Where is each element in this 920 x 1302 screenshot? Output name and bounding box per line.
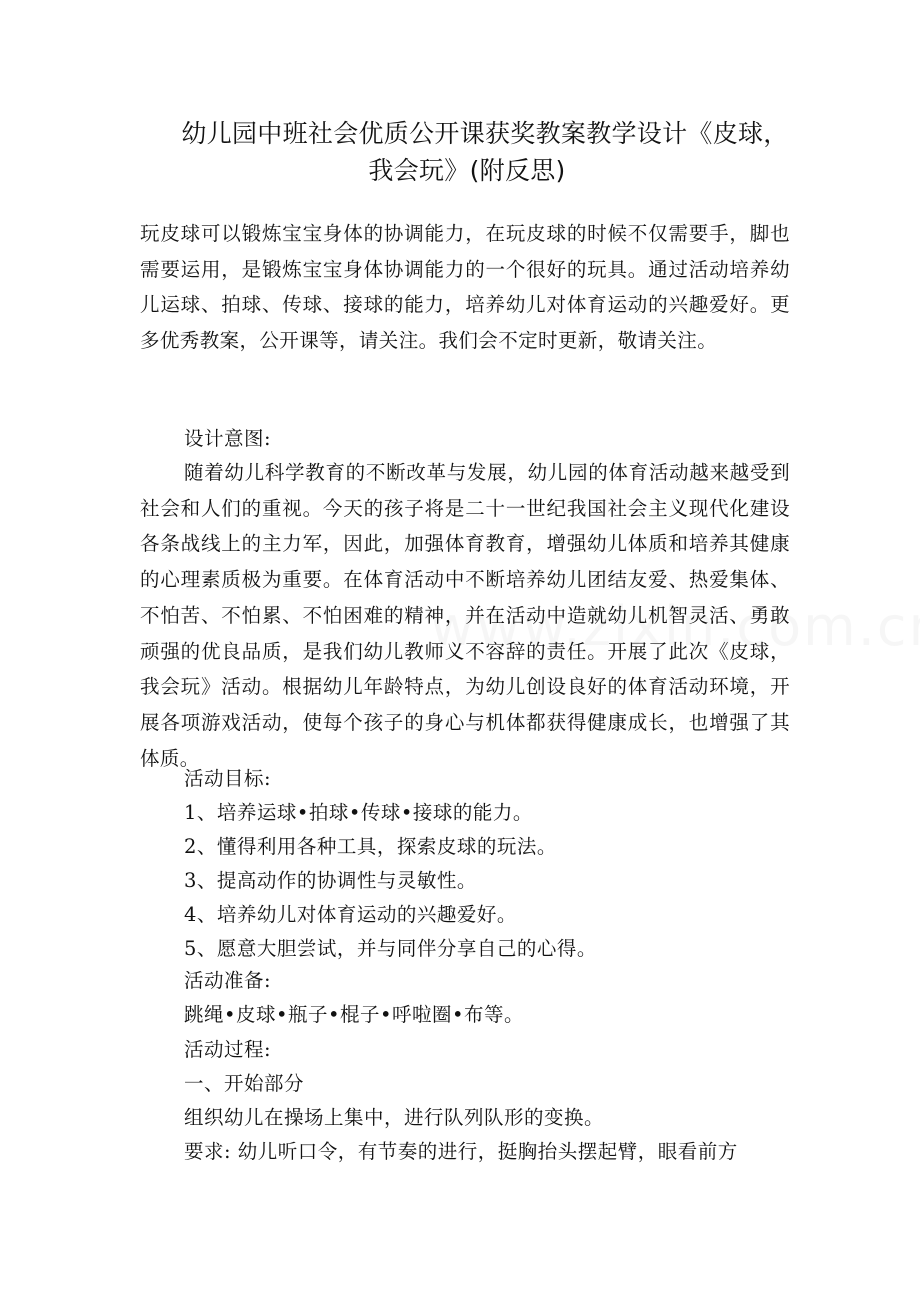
title-line-1: 幼儿园中班社会优质公开课获奖教案教学设计《皮球， (181, 119, 789, 148)
design-intent-paragraph: 随着幼儿科学教育的不断改革与发展，幼儿园的体育活动越来越受到社会和人们的重视。今天的孩子将是二十一世纪我国社会主义现代化建设各条战线上的主力军，因此，加强体育教育，增强幼儿体质和培养其健康的心理素质极为重要。在体育活动中不断培养幼儿团结友爱、热爱集体、不怕苦、不怕累、不怕困难的精神，并在活动中造就幼儿机智灵活、勇敢顽强的优良品质，是我们幼儿教师义不容辞的责任。开展了此次《皮球，我会玩》活动。根据幼儿年龄特点，为幼儿创设良好的体育活动环境，开展各项游戏活动，使每个孩子的身心与机体都获得健康成长，也增强了其体质。 (140, 461, 790, 770)
title-line-2: 我会玩》(附反思) (368, 156, 566, 185)
goal-item: 2、懂得利用各种工具，探索皮球的玩法。 (184, 835, 557, 858)
watermark (430, 595, 920, 658)
part1-heading: 一、开始部分 (184, 1072, 305, 1095)
goals-heading: 活动目标: (184, 767, 272, 790)
intro-paragraph: 玩皮球可以锻炼宝宝身体的协调能力，在玩皮球的时候不仅需要手，脚也需要运用，是锻炼宝宝身体协调能力的一个很好的玩具。通过活动培养幼儿运球、拍球、传球、接球的能力，培养幼儿对体育运动的兴趣爱好。更多优秀教案，公开课等，请关注。我们会不定时更新，敬请关注。 (140, 222, 790, 353)
part1-requirement: 要求: 幼儿听口令，有节奏的进行，挺胸抬头摆起臂，眼看前方 (184, 1140, 738, 1163)
process-heading: 活动过程: (184, 1038, 272, 1061)
prep-heading: 活动准备: (184, 969, 272, 992)
goal-item: 3、提高动作的协调性与灵敏性。 (184, 869, 477, 892)
prep-body: 跳绳•皮球•瓶子•棍子•呼啦圈•布等。 (184, 1003, 525, 1026)
design-intent-heading: 设计意图: (184, 427, 272, 450)
document-title (140, 115, 830, 189)
goal-item: 5、愿意大胆尝试，并与同伴分享自己的心得。 (184, 937, 597, 960)
goal-item: 4、培养幼儿对体育运动的兴趣爱好。 (184, 903, 517, 926)
part1-body: 组织幼儿在操场上集中，进行队列队形的变换。 (184, 1106, 605, 1129)
goal-item: 1、培养运球•拍球•传球•接球的能力。 (184, 801, 533, 824)
